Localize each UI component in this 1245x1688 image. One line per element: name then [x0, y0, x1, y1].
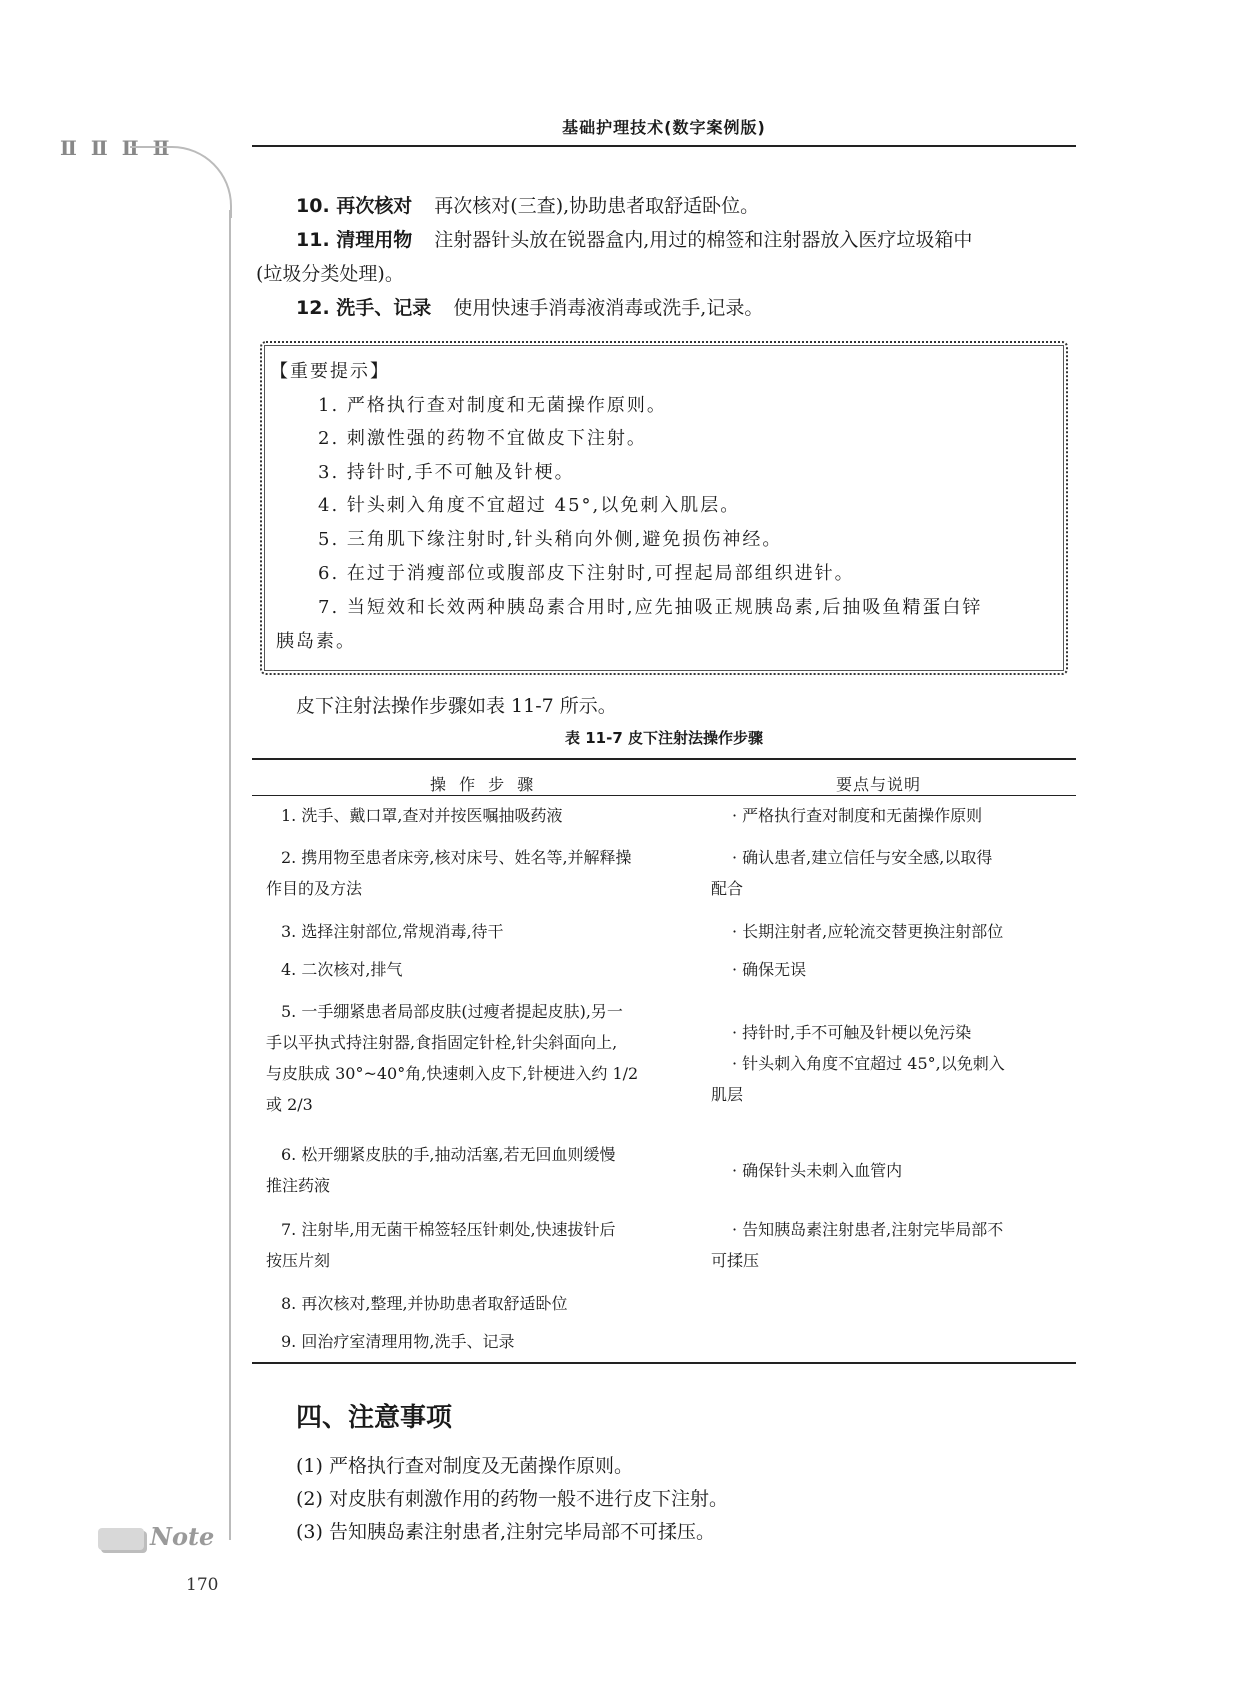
step-12: 12. 洗手、记录 使用快速手消毒液消毒或洗手,记录。: [296, 297, 764, 319]
table-cell-step: 手以平执式持注射器,食指固定针栓,针尖斜面向上,: [266, 1033, 618, 1052]
table-bottom-rule: [252, 1362, 1076, 1364]
running-header: 基础护理技术(数字案例版): [562, 118, 766, 137]
table-cell-step: 9. 回治疗室清理用物,洗手、记录: [281, 1332, 515, 1351]
tips-title: 【重要提示】: [270, 361, 390, 382]
table-cell-step: 推注药液: [266, 1176, 331, 1195]
tip-item: 3. 持针时,手不可触及针梗。: [318, 462, 575, 483]
precaution-item: (1) 严格执行查对制度及无菌操作原则。: [296, 1455, 633, 1477]
table-cell-note: 可揉压: [711, 1251, 760, 1270]
table-cell-step: 作目的及方法: [266, 879, 363, 898]
table-caption: 表 11-7 皮下注射法操作步骤: [565, 729, 763, 747]
table-cell-note: · 持针时,手不可触及针梗以免污染: [732, 1023, 972, 1042]
table-intro: 皮下注射法操作步骤如表 11-7 所示。: [296, 695, 617, 717]
table-cell-note: 肌层: [711, 1085, 744, 1104]
tip-item-continued: 胰岛素。: [276, 631, 356, 652]
note-logo: [98, 1522, 214, 1551]
margin-curve: [130, 146, 232, 218]
table-cell-step: 6. 松开绷紧皮肤的手,抽动活塞,若无回血则缓慢: [281, 1145, 616, 1164]
table-cell-note: · 严格执行查对制度和无菌操作原则: [732, 806, 983, 825]
step-11-continued: (垃圾分类处理)。: [256, 263, 404, 285]
table-cell-note: · 告知胰岛素注射患者,注射完毕局部不: [732, 1220, 1004, 1239]
table-cell-note: · 确保无误: [732, 960, 807, 979]
table-cell-note: 配合: [711, 879, 744, 898]
table-cell-step: 按压片刻: [266, 1251, 331, 1270]
note-logo-text: Note: [150, 1522, 215, 1551]
table-cell-note: · 确保针头未刺入血管内: [732, 1161, 903, 1180]
table-cell-step: 8. 再次核对,整理,并协助患者取舒适卧位: [281, 1294, 568, 1313]
table-cell-step: 5. 一手绷紧患者局部皮肤(过瘦者提起皮肤),另一: [281, 1002, 623, 1021]
table-header-note: 要点与说明: [836, 775, 922, 794]
table-cell-step: 或 2/3: [266, 1095, 313, 1114]
margin-hash-marks: ⅡⅡⅡⅡ: [60, 136, 184, 160]
margin-line: [229, 210, 231, 1540]
step-11: 11. 清理用物 注射器针头放在锐器盒内,用过的棉签和注射器放入医疗垃圾箱中: [296, 229, 973, 251]
tip-item: 4. 针头刺入角度不宜超过 45°,以免刺入肌层。: [318, 495, 741, 516]
tip-item: 2. 刺激性强的药物不宜做皮下注射。: [318, 428, 647, 449]
table-cell-step: 2. 携用物至患者床旁,核对床号、姓名等,并解释操: [281, 848, 632, 867]
table-cell-note: · 针头刺入角度不宜超过 45°,以免刺入: [732, 1054, 1005, 1073]
table-cell-step: 与皮肤成 30°~40°角,快速刺入皮下,针梗进入约 1/2: [266, 1064, 639, 1083]
table-header-rule: [252, 795, 1076, 796]
tip-item: 5. 三角肌下缘注射时,针头稍向外侧,避免损伤神经。: [318, 529, 783, 550]
page-number: 170: [186, 1575, 219, 1595]
section-title: 四、注意事项: [296, 1403, 453, 1433]
table-top-rule: [252, 758, 1076, 760]
table-cell-note: · 确认患者,建立信任与安全感,以取得: [732, 848, 993, 867]
table-cell-note: · 长期注射者,应轮流交替更换注射部位: [732, 922, 1004, 941]
table-header-step: 操 作 步 骤: [430, 775, 538, 794]
table-cell-step: 4. 二次核对,排气: [281, 960, 403, 979]
header-rule: [252, 145, 1076, 147]
precaution-item: (3) 告知胰岛素注射患者,注射完毕局部不可揉压。: [296, 1521, 715, 1543]
table-cell-step: 3. 选择注射部位,常规消毒,待干: [281, 922, 504, 941]
tip-item: 7. 当短效和长效两种胰岛素合用时,应先抽吸正规胰岛素,后抽吸鱼精蛋白锌: [318, 597, 983, 618]
table-cell-step: 1. 洗手、戴口罩,查对并按医嘱抽吸药液: [281, 806, 563, 825]
step-10: 10. 再次核对 再次核对(三查),协助患者取舒适卧位。: [296, 195, 760, 217]
precaution-item: (2) 对皮肤有刺激作用的药物一般不进行皮下注射。: [296, 1488, 728, 1510]
tip-item: 1. 严格执行查对制度和无菌操作原则。: [318, 395, 667, 416]
tip-item: 6. 在过于消瘦部位或腹部皮下注射时,可捏起局部组织进针。: [318, 563, 855, 584]
table-cell-step: 7. 注射毕,用无菌干棉签轻压针刺处,快速拔针后: [281, 1220, 616, 1239]
book-icon: [98, 1528, 144, 1550]
